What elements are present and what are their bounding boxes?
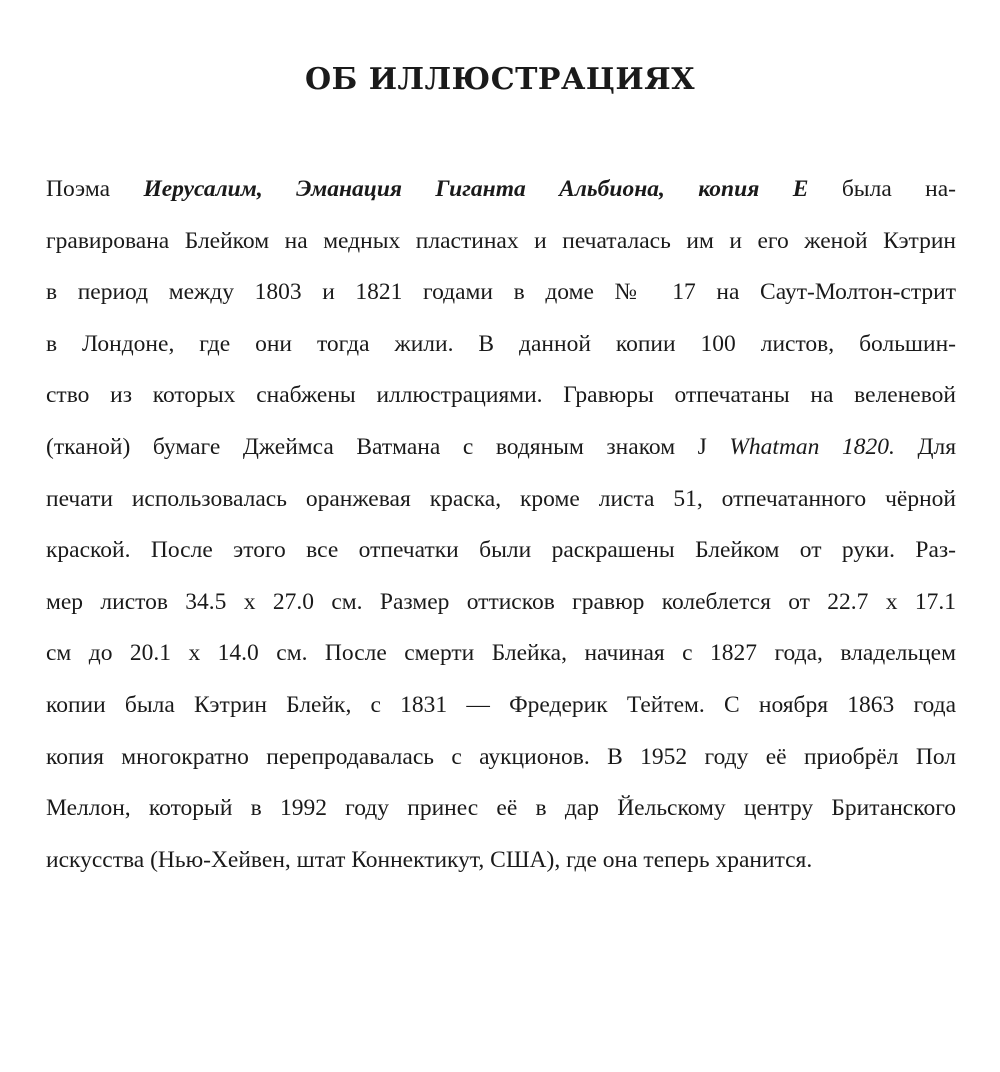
text-line: в период между 1803 и 1821 годами в доме № 17 на Саут-Молтон-стрит xyxy=(46,279,956,306)
text-fragment: (тканой) бумаге Джеймса Ватмана с водяным знаком J xyxy=(46,433,707,460)
watermark-text: Whatman 1820. xyxy=(729,433,895,460)
text-line: копии была Кэтрин Блейк, с 1831 — Фредерик Тейтем. С ноября 1863 года xyxy=(46,691,956,718)
text-line: гравирована Блейком на медных пластинах и печаталась им и его женой Кэтрин xyxy=(46,227,956,254)
text-line xyxy=(46,422,956,474)
work-title: Иерусалим, Эманация Гиганта Альбиона, копия E xyxy=(143,176,809,202)
text-fragment: Для xyxy=(917,433,957,460)
text-line: Меллон, который в 1992 году принес её в дар Йельскому центру Британского xyxy=(46,795,956,822)
text-fragment: была на- xyxy=(841,176,957,202)
text-line: краской. После этого все отпечатки были раскрашены Блейком от руки. Раз- xyxy=(46,537,956,564)
text-line: печати использовалась оранжевая краска, кроме листа 51, отпечатанного чёрной xyxy=(46,485,956,512)
text-line: ство из которых снабжены иллюстрациями. Гравюры отпечатаны на веленевой xyxy=(46,382,956,409)
body-paragraph xyxy=(46,164,956,886)
text-line xyxy=(46,164,956,216)
text-line: искусства (Нью-Хейвен, штат Коннектикут, США), где она теперь хранится. xyxy=(46,846,813,873)
text-line: см до 20.1 х 14.0 см. После смерти Блейка, начиная с 1827 года, владельцем xyxy=(46,640,956,667)
text-fragment: Поэма xyxy=(46,176,111,202)
text-line: в Лондоне, где они тогда жили. В данной копии 100 листов, большин- xyxy=(46,330,956,357)
text-line: копия многократно перепродавалась с аукционов. В 1952 году её приобрёл Пол xyxy=(46,743,956,770)
text-line: мер листов 34.5 х 27.0 см. Размер оттисков гравюр колеблется от 22.7 х 17.1 xyxy=(46,588,956,615)
page-title: ОБ ИЛЛЮСТРАЦИЯХ xyxy=(305,62,695,97)
